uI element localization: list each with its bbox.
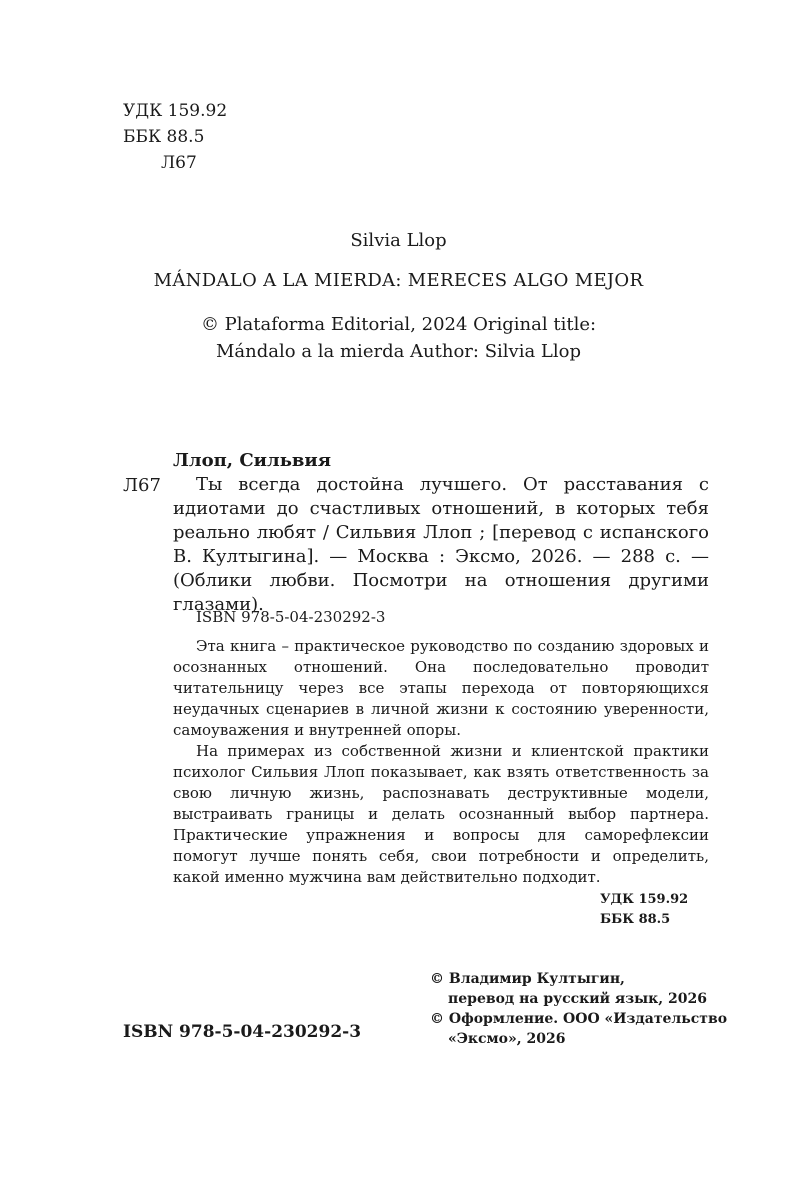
original-copyright	[0, 311, 797, 365]
classification-codes	[123, 98, 227, 176]
footer-classification-codes	[600, 890, 692, 930]
annotation	[173, 636, 709, 888]
design-copyright-line-1: © Оформление. ООО «Издательство	[430, 1011, 728, 1027]
original-copyright-line-1: © Plataforma Editorial, 2024 Original title:	[200, 314, 597, 335]
bbk-code: ББК 88.5	[123, 127, 205, 147]
annotation-paragraph-1: Эта книга – практическое руководство по созданию здоровых и осознанных отношений. Она последовательно проводит читательницу через все этапы перехода от повторяющихся неудачных сценариев в личной жизни к состоянию уверенности, самоуважения и внутренней опоры.	[173, 637, 709, 739]
record-isbn: ISBN 978-5-04-230292-3	[196, 608, 386, 626]
record-description: Ты всегда достойна лучшего. От расставания с идиотами до счастливых отношений, в которых тебя реально любят / Сильвия Ллоп ; [перевод с испанского В. Култыгина]. — Москва : Эксмо, 2026. — 288 с. — (Облики любви. Посмотри на отношения другими глазами).	[173, 474, 709, 615]
translator-copyright-line-2: перевод на русский язык, 2026	[448, 991, 707, 1007]
copyright-notices	[430, 969, 730, 1049]
udk-code: УДК 159.92	[123, 101, 228, 121]
record-author-mark: Л67	[123, 475, 161, 496]
record-author: Ллоп, Сильвия	[173, 450, 332, 471]
original-author: Silvia Llop	[350, 230, 447, 251]
translator-copyright-line-1: © Владимир Култыгин,	[430, 971, 625, 987]
original-title: MÁNDALO A LA MIERDA: MERECES ALGO MEJOR	[153, 270, 644, 291]
design-copyright-line-2: «Эксмо», 2026	[448, 1031, 566, 1047]
annotation-paragraph-2: На примерах из собственной жизни и клиентской практики психолог Сильвия Ллоп показывает, как взять ответственность за свою личную жизнь, распознавать деструктивные модели, выстраивать границы и делать осознанный выбор партнера. Практические упражнения и вопросы для саморефлексии помогут лучше понять себя, свои потребности и определить, какой именно мужчина вам действительно подходит.	[173, 742, 709, 886]
author-mark: Л67	[161, 153, 197, 173]
footer-udk-code: УДК 159.92	[600, 892, 689, 907]
original-copyright-line-2: Mándalo a la mierda Author: Silvia Llop	[216, 341, 581, 362]
footer-bbk-code: ББК 88.5	[600, 912, 671, 927]
isbn-bottom: ISBN 978-5-04-230292-3	[123, 1022, 362, 1042]
